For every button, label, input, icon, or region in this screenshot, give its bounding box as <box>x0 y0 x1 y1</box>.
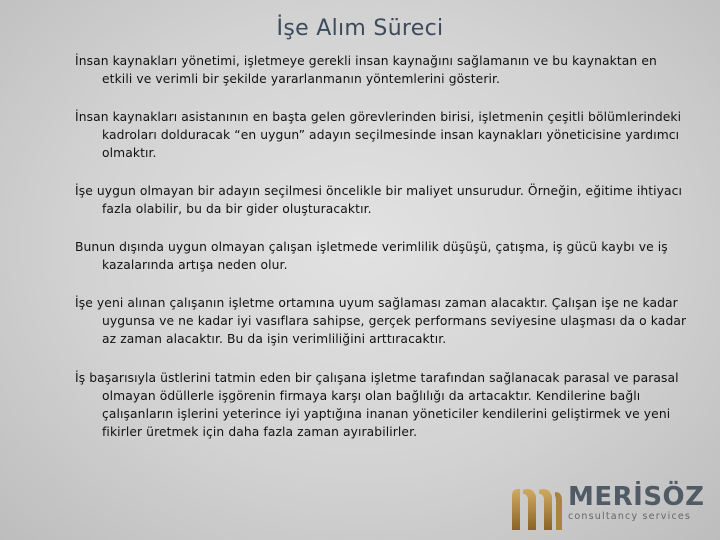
paragraph-3: İşe uygun olmayan bir adayın seçilmesi öncelikle bir maliyet unsurudur. Örneğin, eğitime ihtiyacı fazla olabilir, bu da bir gider oluşturacaktır. <box>75 184 683 216</box>
paragraph-2: İnsan kaynakları asistanının en başta gelen görevlerinden birisi, işletmenin çeşitli bölümlerindeki kadroları dolduracak “en uygun” adayın seçilmesinde insan kaynakları yöneticisine yardımcı olmaktır. <box>75 110 682 160</box>
paragraph-6: İş başarısıyla üstlerini tatmin eden bir çalışana işletme tarafından sağlanacak parasal ve parasal olmayan ödüllerle işgörenin firmaya karşı olan bağlılığı da artacaktır. Kendilerine bağlı çalışanların işlerini yeterince iyi yaptığına inanan yöneticiler kendilerini geliştirmek ve yeni fikirler üretmek için daha fazla zaman ayırabilirler. <box>75 371 679 439</box>
m-mark-icon <box>510 486 564 530</box>
slide-title: İşe Alım Süreci <box>276 16 444 41</box>
paragraph-5: İşe yeni alınan çalışanın işletme ortamına uyum sağlaması zaman alacaktır. Çalışan işe ne kadar uygunsa ve ne kadar iyi vasıflara sahipse, gerçek performans seviyesine ulaşması da o kadar az zaman alacaktır. Bu da işin verimliliğini arttıracaktır. <box>75 296 687 346</box>
body-text <box>75 52 687 461</box>
paragraph-1: İnsan kaynakları yönetimi, işletmeye gerekli insan kaynağını sağlamanın ve bu kaynaktan en etkili ve verimli bir şekilde yararlanmanın yöntemlerini gösterir. <box>75 54 657 86</box>
paragraph-4: Bunun dışında uygun olmayan çalışan işletmede verimlilik düşüşü, çatışma, iş gücü kaybı ve iş kazalarında artışa neden olur. <box>75 240 668 272</box>
logo-tagline: consultancy services <box>568 511 692 522</box>
logo-name: MERİSÖZ <box>568 482 705 512</box>
company-logo <box>510 480 715 530</box>
